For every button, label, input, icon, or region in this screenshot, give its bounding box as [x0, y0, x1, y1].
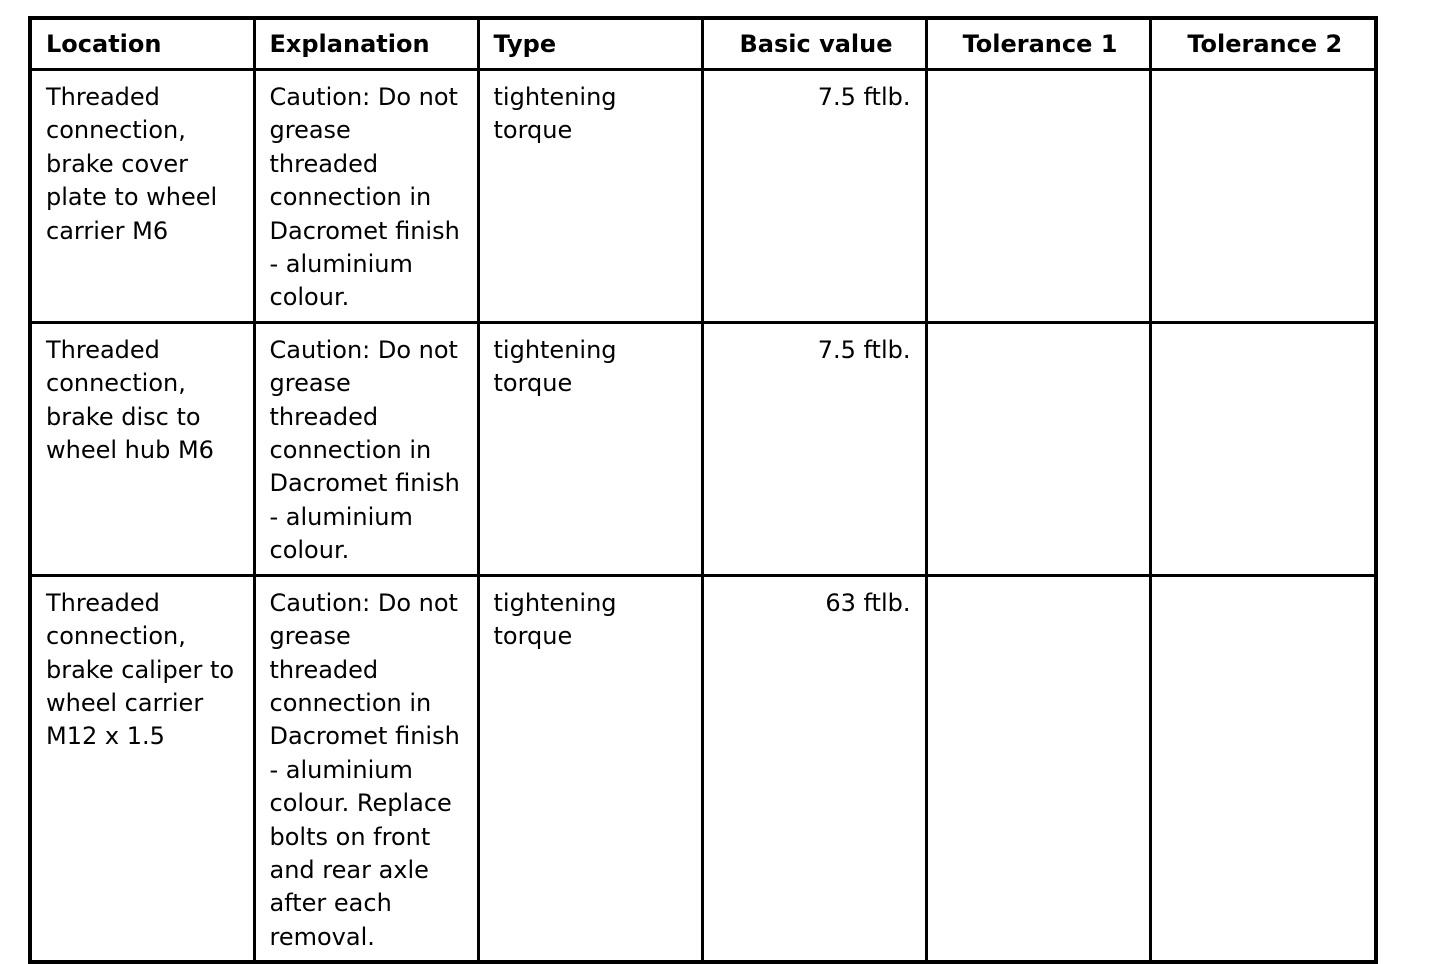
- cell-tolerance-2: [1150, 322, 1376, 575]
- table-row: [30, 70, 1376, 323]
- header-tolerance-1: Tolerance 1: [926, 18, 1150, 70]
- cell-tolerance-2: [1150, 70, 1376, 323]
- table-row: [30, 575, 1376, 962]
- cell-location: [30, 322, 254, 575]
- cell-explanation: [254, 575, 478, 962]
- location-text: Threaded connection, brake disc to wheel hub M6: [46, 335, 214, 465]
- cell-type: tightening torque: [478, 70, 702, 323]
- torque-spec-table: [28, 16, 1378, 964]
- explanation-text: Caution: Do not grease threaded connection in Dacromet finish - aluminium colour. Replace bolts on front and rear axle after each removal.: [269, 588, 460, 951]
- cell-tolerance-1: [926, 322, 1150, 575]
- table-header-row: [30, 18, 1376, 70]
- header-basic-value: Basic value: [702, 18, 926, 70]
- cell-location: [30, 575, 254, 962]
- explanation-text: Caution: Do not grease threaded connection in Dacromet finish - aluminium colour.: [269, 83, 460, 312]
- cell-explanation: [254, 70, 478, 323]
- cell-basic-value: 7.5 ftlb.: [702, 70, 926, 323]
- header-type: Type: [478, 18, 702, 70]
- cell-tolerance-1: [926, 70, 1150, 323]
- cell-location: [30, 70, 254, 323]
- cell-type: tightening torque: [478, 575, 702, 962]
- cell-tolerance-1: [926, 575, 1150, 962]
- cell-tolerance-2: [1150, 575, 1376, 962]
- cell-basic-value: 7.5 ftlb.: [702, 322, 926, 575]
- explanation-text: Caution: Do not grease threaded connection in Dacromet finish - aluminium colour.: [269, 335, 460, 565]
- header-tolerance-2: Tolerance 2: [1150, 18, 1376, 70]
- header-location: Location: [30, 18, 254, 70]
- cell-type: tightening torque: [478, 322, 702, 575]
- cell-basic-value: 63 ftlb.: [702, 575, 926, 962]
- table-row: [30, 322, 1376, 575]
- location-text: Threaded connection, brake cover plate to wheel carrier M6: [46, 83, 218, 245]
- location-text: Threaded connection, brake caliper to wheel carrier M12 x 1.5: [46, 588, 235, 751]
- cell-explanation: [254, 322, 478, 575]
- header-explanation: Explanation: [254, 18, 478, 70]
